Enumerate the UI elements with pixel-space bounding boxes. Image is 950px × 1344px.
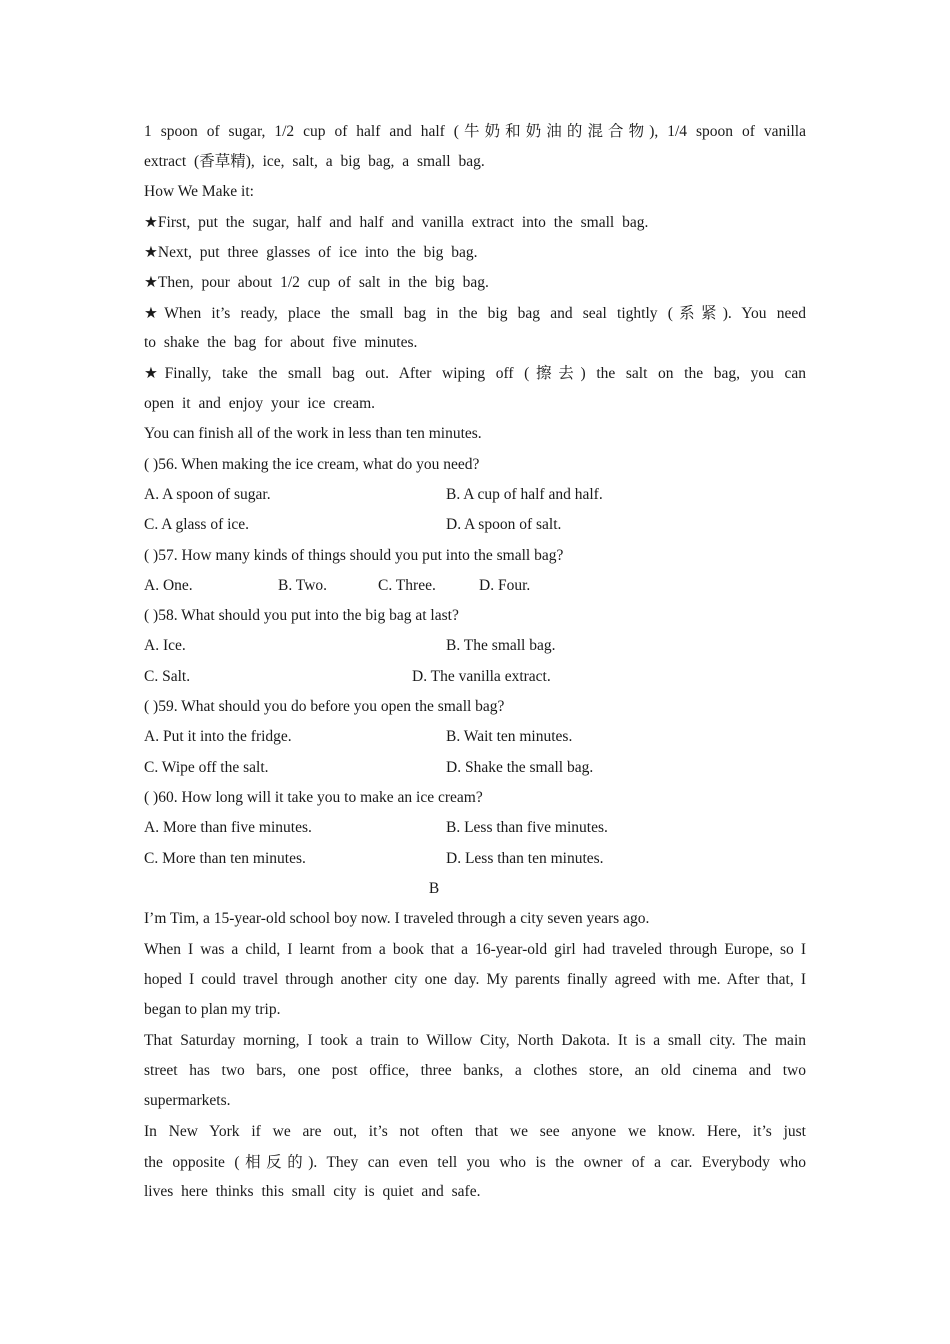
step-5-line-1: ★Finally, take the small bag out. After wiping off (擦去) the salt on the bag, you can	[144, 365, 806, 382]
ingredients-line-2: extract (香草精), ice, salt, a big bag, a small bag.	[144, 153, 485, 170]
section-b-p3-line-2: street has two bars, one post office, three banks, a clothes store, an old cinema and two	[144, 1062, 806, 1079]
q59-option-a: A. Put it into the fridge.	[144, 728, 292, 745]
q56-option-a: A. A spoon of sugar.	[144, 486, 271, 503]
step-4-line-2: to shake the bag for about five minutes.	[144, 334, 418, 351]
question-58: ( )58. What should you put into the big bag at last?	[144, 607, 459, 624]
q57-option-d: D. Four.	[479, 577, 531, 594]
section-b-p3-line-1: That Saturday morning, I took a train to Willow City, North Dakota. It is a small city. The main	[144, 1032, 806, 1049]
step-5-line-2: open it and enjoy your ice cream.	[144, 395, 376, 412]
section-b-label: B	[428, 880, 440, 897]
q56-option-d: D. A spoon of salt.	[446, 516, 562, 533]
step-4-line-1: ★When it’s ready, place the small bag in the big bag and seal tightly (系紧). You need	[144, 305, 806, 322]
section-b-p2-line-1: When I was a child, I learnt from a book that a 16-year-old girl had traveled through Europe, so I	[144, 941, 806, 958]
section-b-paragraph-1: I’m Tim, a 15-year-old school boy now. I traveled through a city seven years ago.	[144, 910, 650, 927]
question-59: ( )59. What should you do before you open the small bag?	[144, 698, 505, 715]
section-b-p3-line-3: supermarkets.	[144, 1092, 231, 1109]
q56-option-b: B. A cup of half and half.	[446, 486, 603, 503]
q58-option-c: C. Salt.	[144, 668, 191, 685]
q58-option-b: B. The small bag.	[446, 637, 556, 654]
step-3: ★Then, pour about 1/2 cup of salt in the big bag.	[144, 274, 489, 291]
q58-option-d: D. The vanilla extract.	[412, 668, 551, 685]
q59-option-b: B. Wait ten minutes.	[446, 728, 573, 745]
q57-option-b: B. Two.	[278, 577, 328, 594]
q60-option-c: C. More than ten minutes.	[144, 850, 306, 867]
section-b-p2-line-2: hoped I could travel through another city one day. My parents finally agreed with me. After that, I	[144, 971, 806, 988]
section-b-p4-line-1: In New York if we are out, it’s not often that we see anyone we know. Here, it’s just	[144, 1123, 806, 1140]
question-57: ( )57. How many kinds of things should you put into the small bag?	[144, 547, 564, 564]
step-2: ★Next, put three glasses of ice into the big bag.	[144, 244, 478, 261]
section-b-p4-line-3: lives here thinks this small city is quiet and safe.	[144, 1183, 481, 1200]
ingredients-line-1: 1 spoon of sugar, 1/2 cup of half and half (牛奶和奶油的混合物), 1/4 spoon of vanilla	[144, 123, 806, 140]
q60-option-b: B. Less than five minutes.	[446, 819, 608, 836]
q57-option-a: A. One.	[144, 577, 193, 594]
q59-option-c: C. Wipe off the salt.	[144, 759, 269, 776]
how-heading: How We Make it:	[144, 183, 254, 200]
question-60: ( )60. How long will it take you to make an ice cream?	[144, 789, 483, 806]
step-1: ★First, put the sugar, half and half and vanilla extract into the small bag.	[144, 214, 649, 231]
q60-option-a: A. More than five minutes.	[144, 819, 312, 836]
q56-option-c: C. A glass of ice.	[144, 516, 250, 533]
question-56: ( )56. When making the ice cream, what do you need?	[144, 456, 480, 473]
q58-option-a: A. Ice.	[144, 637, 186, 654]
q57-option-c: C. Three.	[378, 577, 436, 594]
q60-option-d: D. Less than ten minutes.	[446, 850, 604, 867]
q59-option-d: D. Shake the small bag.	[446, 759, 594, 776]
closing-line: You can finish all of the work in less than ten minutes.	[144, 425, 482, 442]
section-b-p4-line-2: the opposite (相反的). They can even tell you who is the owner of a car. Everybody who	[144, 1154, 806, 1171]
section-b-p2-line-3: began to plan my trip.	[144, 1001, 281, 1018]
